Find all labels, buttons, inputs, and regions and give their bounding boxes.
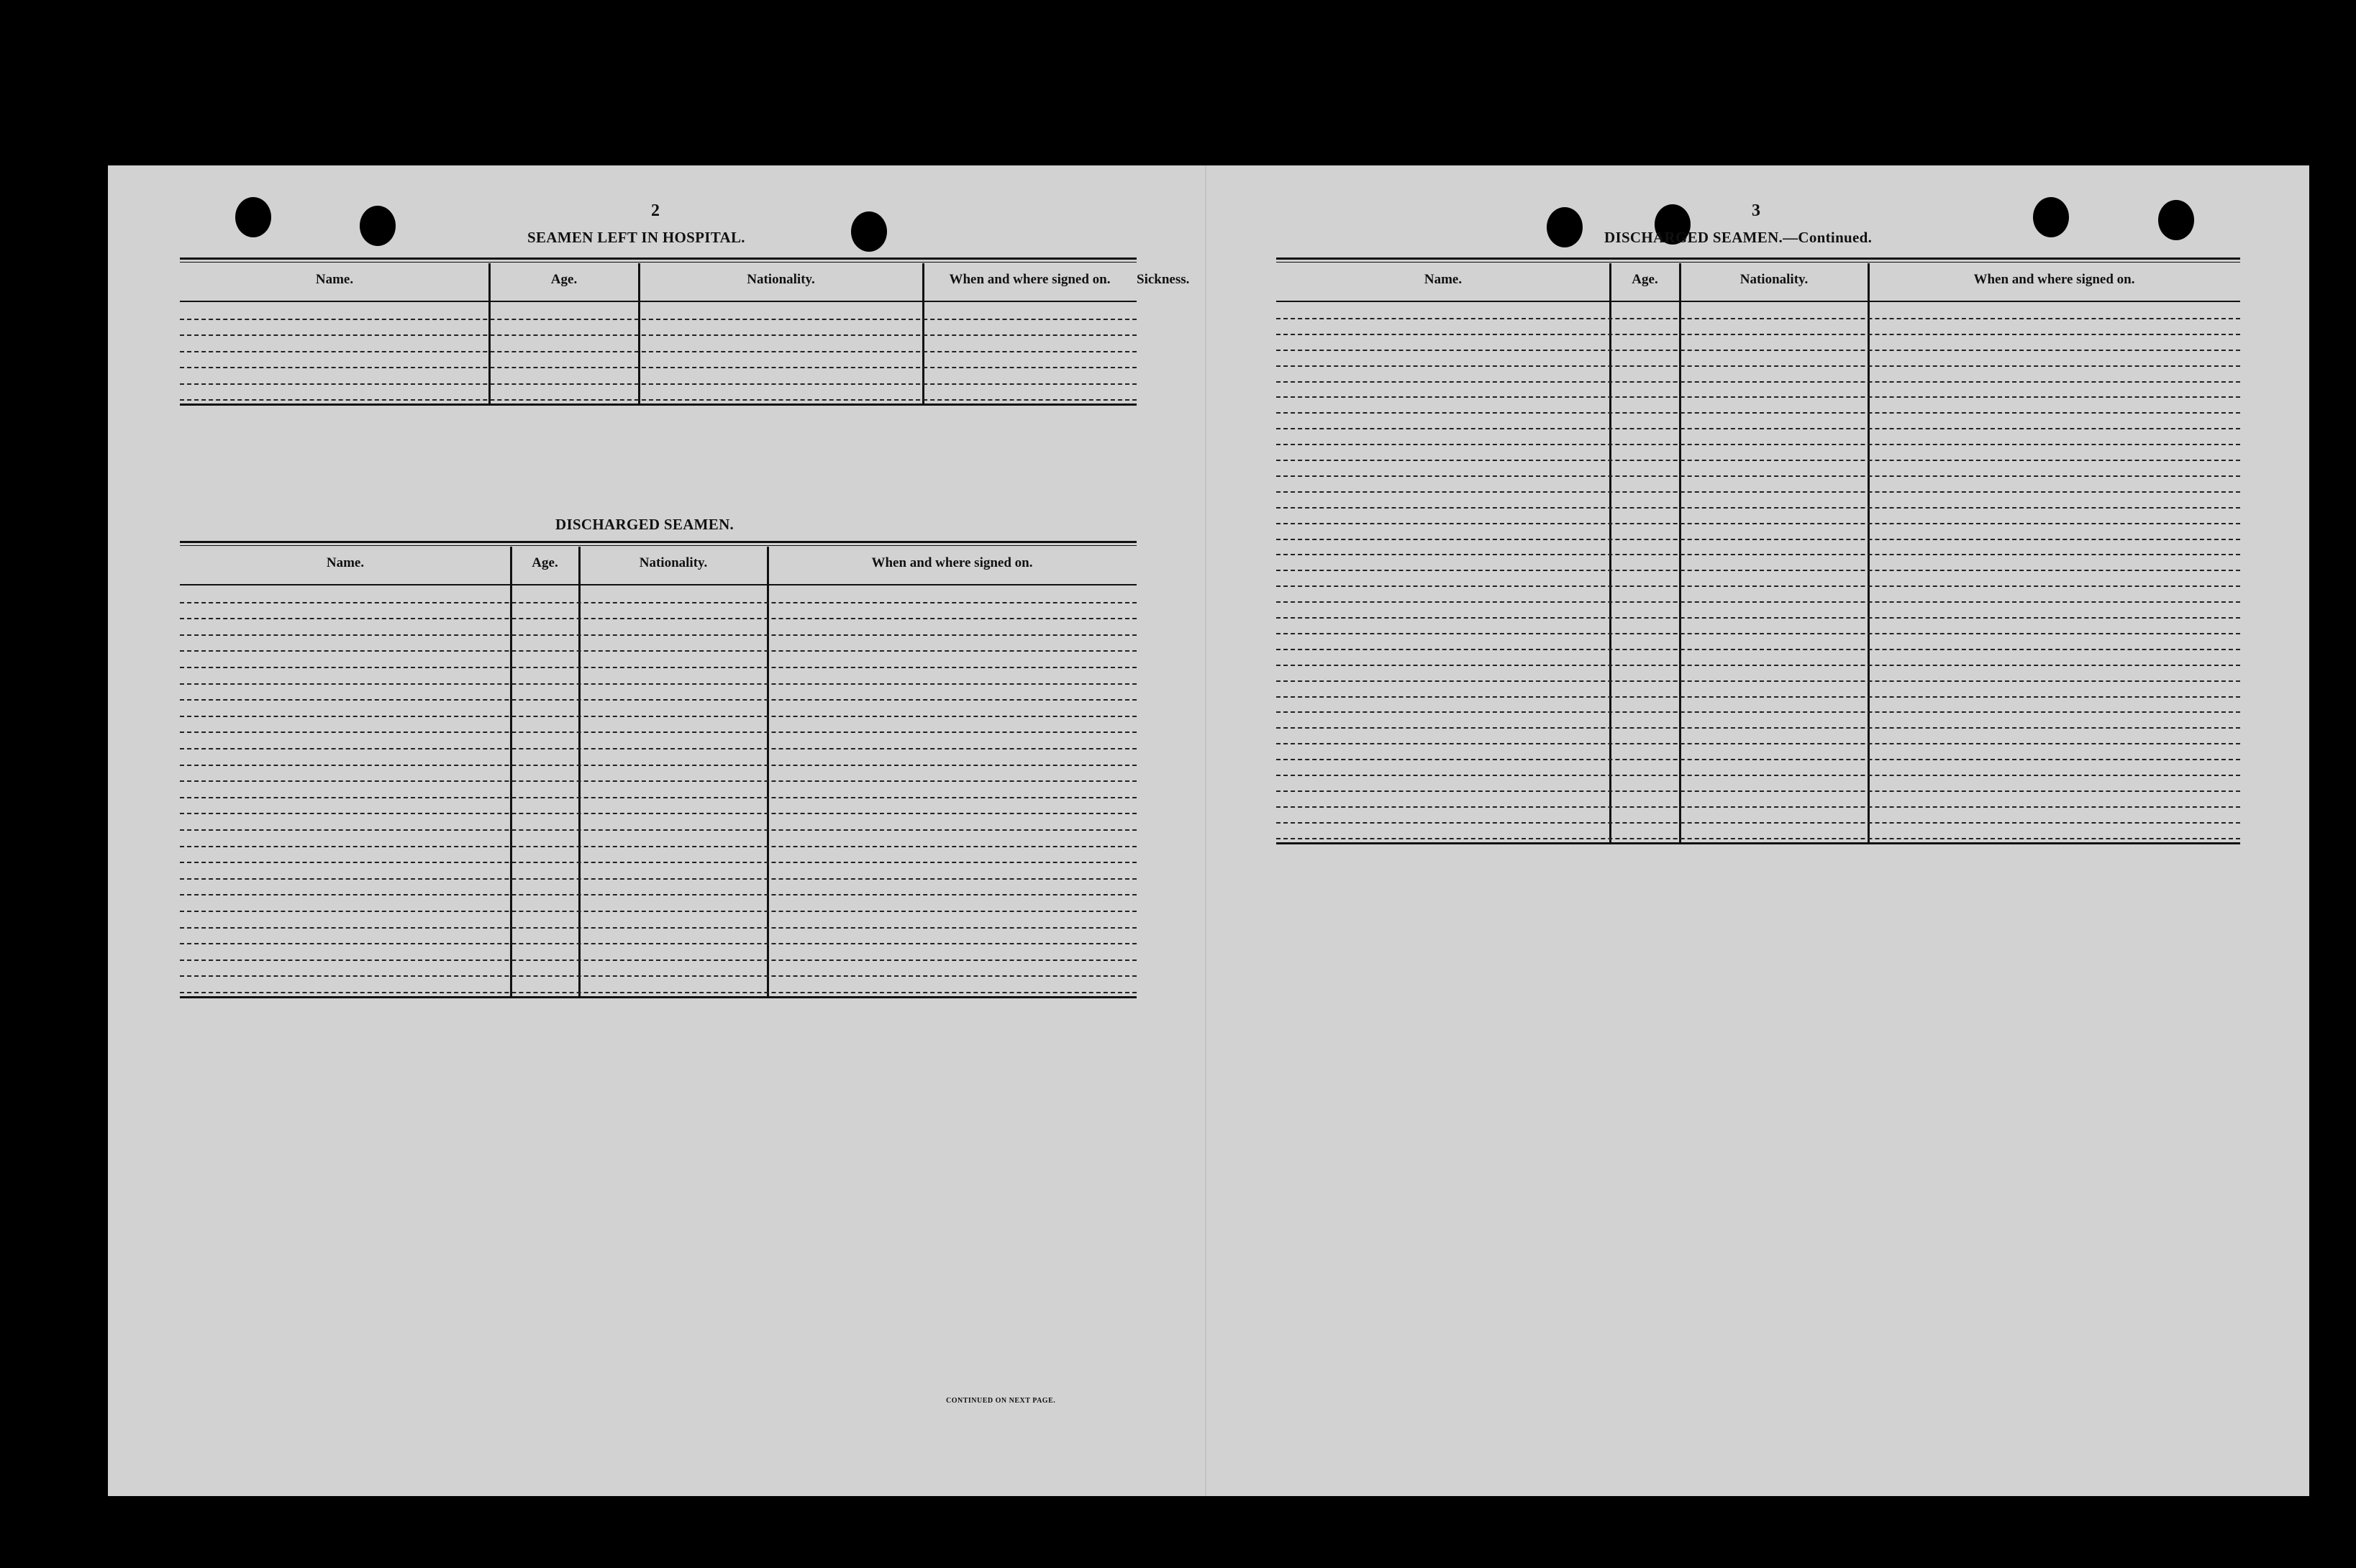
entry-line: [180, 992, 1137, 993]
column-divider: [578, 547, 581, 996]
entry-line: [180, 716, 1137, 717]
discharged-table: [180, 541, 1137, 1469]
column-header: When and where signed on.: [949, 272, 1111, 287]
entry-line: [1276, 633, 2240, 634]
entry-line: [180, 683, 1137, 685]
header-rule: [180, 301, 1137, 302]
entry-line: [180, 894, 1137, 895]
entry-line: [1276, 444, 2240, 445]
entry-line: [180, 780, 1137, 782]
bottom-rule: [180, 996, 1137, 998]
entry-line: [1276, 822, 2240, 824]
top-rule-inner: [180, 545, 1137, 546]
document-sheet: [108, 165, 2309, 1496]
left-page-number: 2: [651, 201, 660, 220]
entry-line: [180, 975, 1137, 977]
column-header: Age.: [550, 272, 578, 287]
entry-line: [180, 911, 1137, 912]
entry-line: [180, 765, 1137, 766]
column-header: Age.: [1632, 272, 1658, 287]
top-rule-inner: [1276, 262, 2240, 263]
column-header: Nationality.: [1739, 272, 1809, 287]
column-divider: [510, 547, 512, 996]
entry-line: [1276, 428, 2240, 429]
entry-line: [1276, 570, 2240, 571]
column-divider: [767, 547, 769, 996]
entry-line: [1276, 838, 2240, 839]
entry-line: [1276, 696, 2240, 698]
column-header: Nationality.: [747, 272, 815, 287]
entry-line: [1276, 523, 2240, 524]
top-rule: [180, 257, 1137, 260]
column-header: When and where signed on.: [871, 555, 1033, 570]
entry-line: [180, 960, 1137, 961]
entry-line: [180, 650, 1137, 652]
entry-line: [1276, 318, 2240, 319]
column-header: Name.: [1424, 272, 1463, 287]
entry-line: [1276, 491, 2240, 493]
punch-hole: [2033, 197, 2069, 237]
entry-line: [1276, 601, 2240, 603]
entry-line: [180, 943, 1137, 944]
column-header: Name.: [315, 272, 354, 287]
entry-line: [180, 634, 1137, 636]
punch-hole: [235, 197, 271, 237]
entry-line: [1276, 727, 2240, 729]
hospital-section-title: SEAMEN LEFT IN HOSPITAL.: [527, 229, 745, 246]
column-header: When and where signed on.: [1973, 272, 2135, 287]
entry-line: [180, 731, 1137, 733]
entry-line: [180, 862, 1137, 863]
entry-line: [180, 367, 1137, 368]
bottom-rule: [1276, 842, 2240, 844]
entry-line: [1276, 381, 2240, 383]
entry-line: [1276, 680, 2240, 682]
entry-line: [1276, 539, 2240, 540]
entry-line: [1276, 396, 2240, 398]
discharged-continued-title: DISCHARGED SEAMEN.—Continued.: [1604, 229, 1873, 246]
header-rule: [1276, 301, 2240, 302]
punch-hole: [2158, 200, 2194, 240]
entry-line: [1276, 460, 2240, 461]
page-fold: [1205, 165, 1206, 1496]
entry-line: [1276, 365, 2240, 367]
entry-line: [1276, 617, 2240, 619]
entry-line: [1276, 585, 2240, 587]
column-header: Age.: [532, 555, 558, 570]
entry-line: [180, 319, 1137, 320]
entry-line: [1276, 507, 2240, 509]
entry-line: [1276, 711, 2240, 713]
entry-line: [1276, 649, 2240, 650]
entry-line: [1276, 743, 2240, 744]
entry-line: [180, 351, 1137, 352]
top-rule: [180, 541, 1137, 543]
entry-line: [1276, 350, 2240, 351]
entry-line: [180, 618, 1137, 619]
entry-line: [180, 813, 1137, 814]
entry-line: [180, 927, 1137, 929]
discharged-continued-table: [1276, 257, 2240, 1394]
entry-line: [1276, 554, 2240, 555]
top-rule: [1276, 257, 2240, 260]
right-page-number: 3: [1752, 201, 1760, 220]
discharged-section-title: DISCHARGED SEAMEN.: [555, 516, 734, 533]
entry-line: [1276, 775, 2240, 776]
entry-line: [1276, 412, 2240, 414]
entry-line: [180, 399, 1137, 401]
entry-line: [180, 797, 1137, 798]
entry-line: [180, 748, 1137, 749]
entry-line: [1276, 665, 2240, 666]
bottom-rule: [180, 404, 1137, 406]
punch-hole: [1547, 207, 1583, 247]
punch-hole: [851, 211, 887, 252]
entry-line: [180, 829, 1137, 831]
column-header: Name.: [326, 555, 365, 570]
entry-line: [180, 667, 1137, 668]
entry-line: [180, 846, 1137, 847]
entry-line: [1276, 475, 2240, 477]
column-header: Nationality.: [639, 555, 708, 570]
entry-line: [1276, 806, 2240, 808]
entry-line: [180, 878, 1137, 880]
entry-line: [1276, 790, 2240, 792]
entry-line: [1276, 334, 2240, 335]
punch-hole: [360, 206, 396, 246]
entry-line: [180, 383, 1137, 385]
column-header: Sickness.: [1137, 272, 1190, 287]
top-rule-inner: [180, 262, 1137, 263]
entry-line: [180, 334, 1137, 336]
entry-line: [1276, 759, 2240, 760]
header-rule: [180, 584, 1137, 585]
entry-line: [180, 699, 1137, 701]
entry-line: [180, 602, 1137, 603]
continued-note: CONTINUED ON NEXT PAGE.: [946, 1397, 1056, 1405]
